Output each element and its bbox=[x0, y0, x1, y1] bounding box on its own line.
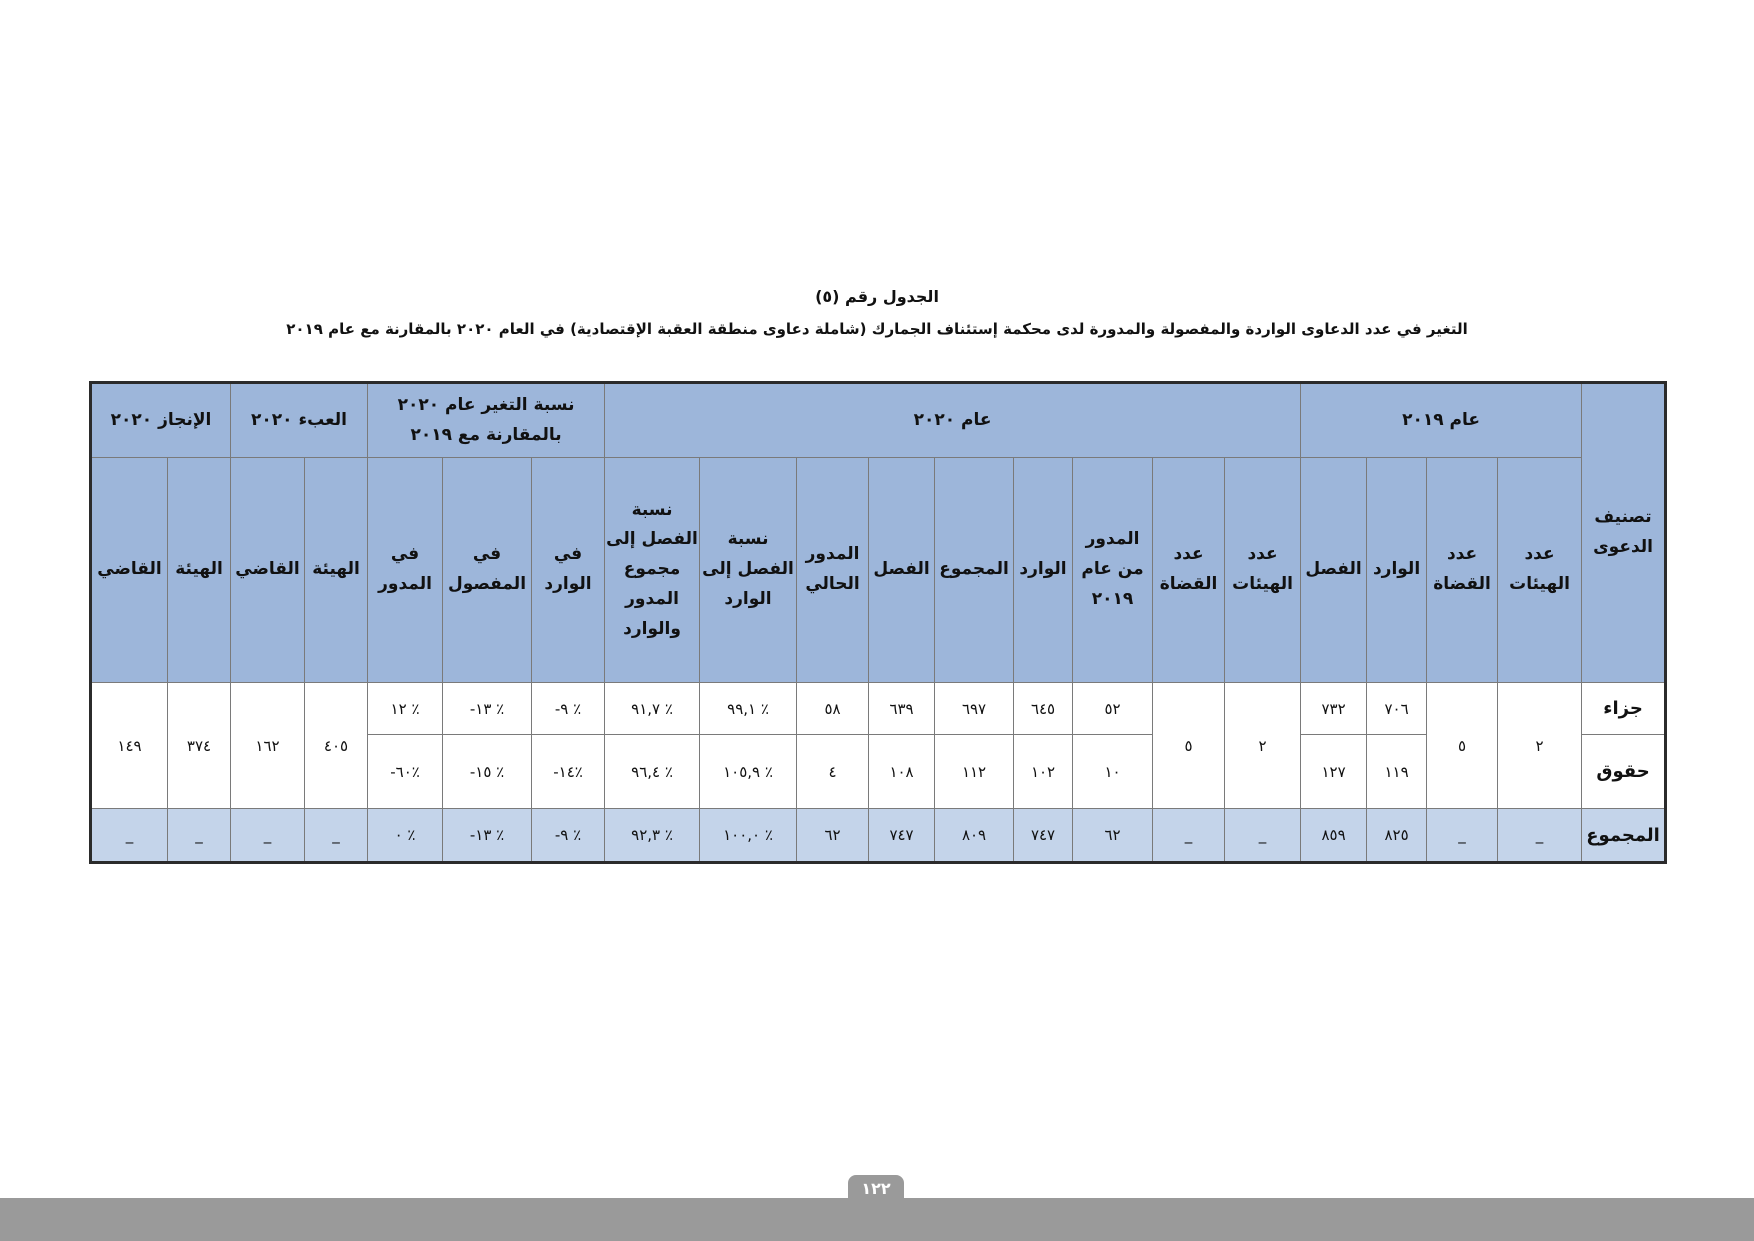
header-2020-total: المجموع bbox=[935, 458, 1014, 683]
cell-total-change-carried: ٪ ٠ bbox=[368, 809, 443, 863]
cell-2019-incoming: ١١٩ bbox=[1367, 735, 1427, 809]
cell-total-achievement-panel: _ bbox=[168, 809, 231, 863]
cell-2019-disposed: ١٢٧ bbox=[1301, 735, 1367, 809]
cell-2019-incoming: ٧٠٦ bbox=[1367, 683, 1427, 735]
cell-total-2019-panels: _ bbox=[1498, 809, 1582, 863]
table-subtitle: التغير في عدد الدعاوى الواردة والمفصولة والمدورة لدى محكمة إستئناف الجمارك (شاملة دعاوى منطقة العقبة الإقتصادية) في العام ٢٠٢٠ بالمقارنة مع عام ٢٠١٩ bbox=[286, 320, 1468, 338]
cell-change-incoming: ٪١٤- bbox=[532, 735, 605, 809]
header-change: نسبة التغير عام ٢٠٢٠ بالمقارنة مع ٢٠١٩ bbox=[368, 383, 605, 458]
cell-2020-ratio-incoming: ٪ ١٠٥,٩ bbox=[700, 735, 797, 809]
cell-load-panel: ٤٠٥ bbox=[305, 683, 368, 809]
cell-achievement-panel: ٣٧٤ bbox=[168, 683, 231, 809]
cell-2019-disposed: ٧٣٢ bbox=[1301, 683, 1367, 735]
page-number: ١٢٢ bbox=[848, 1175, 904, 1203]
cases-table bbox=[89, 381, 1667, 864]
header-2020-current-carried: المدور الحالي bbox=[797, 458, 869, 683]
header-load: العبء ٢٠٢٠ bbox=[231, 383, 368, 458]
header-2019-judges: عدد القضاة bbox=[1427, 458, 1498, 683]
header-load-panel: الهيئة bbox=[305, 458, 368, 683]
footer-bar bbox=[0, 1198, 1754, 1241]
cell-2020-ratio-total: ٪ ٩٦,٤ bbox=[605, 735, 700, 809]
header-category: تصنيف الدعوى bbox=[1582, 383, 1666, 683]
cell-total-2020-panels: _ bbox=[1225, 809, 1301, 863]
header-change-carried: في المدور bbox=[368, 458, 443, 683]
header-year-2019: عام ٢٠١٩ bbox=[1301, 383, 1582, 458]
cell-2020-incoming: ٦٤٥ bbox=[1014, 683, 1073, 735]
header-2019-panels: عدد الهيئات bbox=[1498, 458, 1582, 683]
cell-2020-judges: ٥ bbox=[1153, 683, 1225, 809]
cell-change-incoming: ٪ ٩- bbox=[532, 683, 605, 735]
cell-total-2019-incoming: ٨٢٥ bbox=[1367, 809, 1427, 863]
cell-total-load-panel: _ bbox=[305, 809, 368, 863]
header-2020-ratio-incoming: نسبة الفصل إلى الوارد bbox=[700, 458, 797, 683]
cell-2020-ratio-incoming: ٪ ٩٩,١ bbox=[700, 683, 797, 735]
header-2020-carried-from: المدور من عام ٢٠١٩ bbox=[1073, 458, 1153, 683]
cell-total-change-disposed: ٪ ١٣- bbox=[443, 809, 532, 863]
cell-2020-total: ١١٢ bbox=[935, 735, 1014, 809]
cell-2020-carried-from: ١٠ bbox=[1073, 735, 1153, 809]
cell-2020-disposed: ٦٣٩ bbox=[869, 683, 935, 735]
cell-total-2020-ratio-total: ٪ ٩٢,٣ bbox=[605, 809, 700, 863]
header-2020-panels: عدد الهيئات bbox=[1225, 458, 1301, 683]
table-total-row bbox=[91, 809, 1666, 863]
cell-2020-current-carried: ٤ bbox=[797, 735, 869, 809]
header-2020-judges: عدد القضاة bbox=[1153, 458, 1225, 683]
cell-total-2020-judges: _ bbox=[1153, 809, 1225, 863]
row-label-civil: حقوق bbox=[1582, 735, 1666, 809]
cell-achievement-judge: ١٤٩ bbox=[91, 683, 168, 809]
cell-load-judge: ١٦٢ bbox=[231, 683, 305, 809]
header-achievement-panel: الهيئة bbox=[168, 458, 231, 683]
cell-total-2020-incoming: ٧٤٧ bbox=[1014, 809, 1073, 863]
cell-total-2019-disposed: ٨٥٩ bbox=[1301, 809, 1367, 863]
cell-total-change-incoming: ٪ ٩- bbox=[532, 809, 605, 863]
cell-change-disposed: ٪ ١٣- bbox=[443, 683, 532, 735]
header-change-incoming: في الوارد bbox=[532, 458, 605, 683]
header-achievement: الإنجاز ٢٠٢٠ bbox=[91, 383, 231, 458]
cell-2020-panels: ٢ bbox=[1225, 683, 1301, 809]
header-2020-incoming: الوارد bbox=[1014, 458, 1073, 683]
header-2019-disposed: الفصل bbox=[1301, 458, 1367, 683]
cell-change-carried: ٪ ١٢ bbox=[368, 683, 443, 735]
cell-2020-carried-from: ٥٢ bbox=[1073, 683, 1153, 735]
table-row bbox=[91, 683, 1666, 735]
cell-total-2020-current-carried: ٦٢ bbox=[797, 809, 869, 863]
cell-change-disposed: ٪ ١٥- bbox=[443, 735, 532, 809]
cell-total-2020-ratio-incoming: ٪ ١٠٠,٠ bbox=[700, 809, 797, 863]
header-achievement-judge: القاضي bbox=[91, 458, 168, 683]
cell-2019-judges: ٥ bbox=[1427, 683, 1498, 809]
header-2020-disposed: الفصل bbox=[869, 458, 935, 683]
cell-2020-total: ٦٩٧ bbox=[935, 683, 1014, 735]
cell-2020-incoming: ١٠٢ bbox=[1014, 735, 1073, 809]
cell-total-2019-judges: _ bbox=[1427, 809, 1498, 863]
row-label-total: المجموع bbox=[1582, 809, 1666, 863]
cell-total-load-judge: _ bbox=[231, 809, 305, 863]
cell-2020-disposed: ١٠٨ bbox=[869, 735, 935, 809]
cell-total-2020-carried-from: ٦٢ bbox=[1073, 809, 1153, 863]
cell-change-carried: ٪٦٠- bbox=[368, 735, 443, 809]
cell-2019-panels: ٢ bbox=[1498, 683, 1582, 809]
header-2019-incoming: الوارد bbox=[1367, 458, 1427, 683]
header-change-disposed: في المفصول bbox=[443, 458, 532, 683]
row-label-penal: جزاء bbox=[1582, 683, 1666, 735]
header-year-2020: عام ٢٠٢٠ bbox=[605, 383, 1301, 458]
table-title: الجدول رقم (٥) bbox=[815, 287, 939, 306]
cell-2020-current-carried: ٥٨ bbox=[797, 683, 869, 735]
header-load-judge: القاضي bbox=[231, 458, 305, 683]
cell-total-2020-disposed: ٧٤٧ bbox=[869, 809, 935, 863]
cell-total-2020-total: ٨٠٩ bbox=[935, 809, 1014, 863]
header-2020-ratio-total: نسبة الفصل إلى مجموع المدور والوارد bbox=[605, 458, 700, 683]
cell-total-achievement-judge: _ bbox=[91, 809, 168, 863]
cell-2020-ratio-total: ٪ ٩١,٧ bbox=[605, 683, 700, 735]
